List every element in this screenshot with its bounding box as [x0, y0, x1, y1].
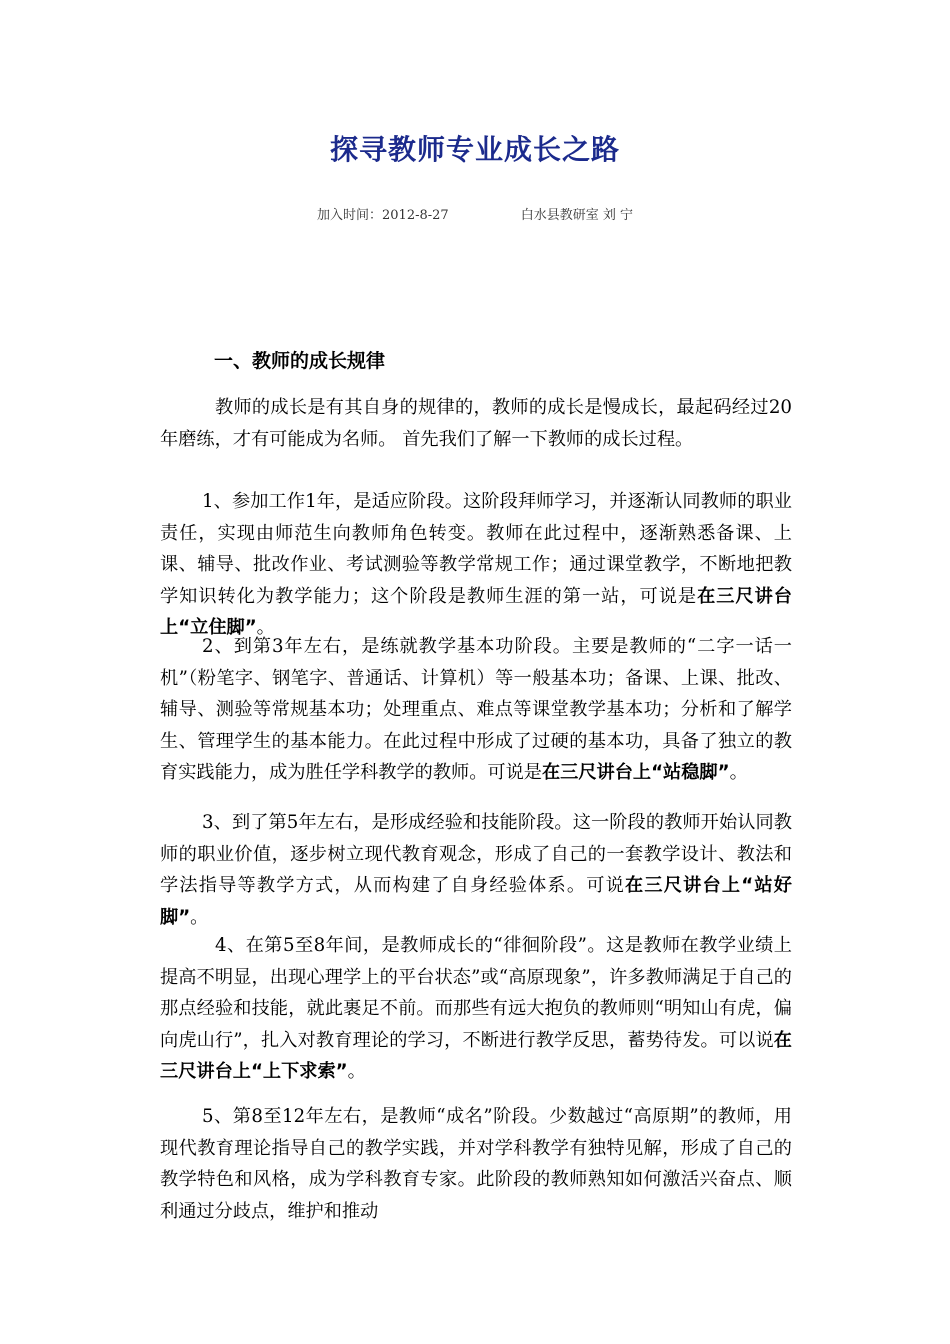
publish-date: 加入时间：2012-8-27 — [317, 208, 449, 223]
author-line: 白水县教研室 刘 宁 — [520, 208, 633, 223]
paragraph-stage-5 — [160, 1101, 792, 1227]
paragraph-emphasis: 在三尺讲台上“上下求索” — [160, 1029, 792, 1082]
paragraph-text: 1、参加工作1年，是适应阶段。这阶段拜师学习，并逐渐认同教师的职业责任，实现由师范生向教师角色转变。教师在此过程中，逐渐熟悉备课、上课、辅导、批改作业、考试测验等教学常规工作；通过课堂教学，不断地把教学知识转化为教学能力；这个阶段是教师生涯的第一站，可说是 — [160, 491, 792, 607]
paragraph-stage-3 — [160, 807, 792, 933]
paragraph-tail: 。 — [190, 906, 209, 928]
paragraph-stage-2 — [160, 631, 792, 789]
paragraph-stage-1 — [160, 486, 792, 644]
section-heading: 一、教师的成长规律 — [214, 350, 386, 372]
paragraph-text: 5、第8至12年左右，是教师“成名”阶段。少数越过“高原期”的教师，用现代教育理论指导自己的教学实践，并对学科教学有独特见解，形成了自己的教学特色和风格，成为学科教育专家。此阶段的教师熟知如何激活兴奋点、顺利通过分歧点，维护和推动 — [160, 1106, 792, 1222]
paragraph-tail: 。 — [347, 1061, 366, 1082]
paragraph-text: 2、到第3年左右，是练就教学基本功阶段。主要是教师的“二字一话一机”（粉笔字、钢笔字、普通话、计算机）等一般基本功；备课、上课、批改、辅导、测验等常规基本功；处理重点、难点等课堂教学基本功；分析和了解学生、管理学生的基本能力。在此过程中形成了过硬的基本功，具备了独立的教育实践能力，成为胜任学科教学的教师。可说是 — [160, 636, 792, 783]
paragraph-emphasis: 在三尺讲台上“站稳脚” — [541, 762, 730, 783]
paragraph-tail: 。 — [729, 762, 748, 783]
paragraph-text: 4、在第5至8年间，是教师成长的“徘徊阶段”。这是教师在教学业绩上提高不明显，出现心理学上的平台状态”或“高原现象”，许多教师满足于自己的那点经验和技能，就此裹足不前。而那些有远大抱负的教师则“明知山有虎，偏向虎山行”，扎入对教育理论的学习，不断进行教学反思，蓄势待发。可以说 — [160, 935, 792, 1051]
paragraph-emphasis: 在三尺讲台上“立住脚” — [160, 585, 792, 638]
paragraph-tail: 。 — [256, 617, 275, 638]
paragraph-intro — [160, 392, 792, 455]
paragraph-text: 3、到了第5年左右，是形成经验和技能阶段。这一阶段的教师开始认同教师的职业价值，逐步树立现代教育观念，形成了自己的一套教学设计、教法和学法指导等教学方式，从而构建了自身经验体系。可说 — [160, 812, 792, 896]
paragraph-emphasis: 在三尺讲台上“站好脚” — [160, 875, 792, 928]
paragraph-text: 教师的成长是有其自身的规律的，教师的成长是慢成长，最起码经过20年磨练，才有可能成为名师。 首先我们了解一下教师的成长过程。 — [160, 397, 792, 450]
paragraph-stage-4 — [160, 930, 792, 1088]
document-meta — [0, 204, 950, 223]
document-title: 探寻教师专业成长之路 — [329, 133, 620, 166]
